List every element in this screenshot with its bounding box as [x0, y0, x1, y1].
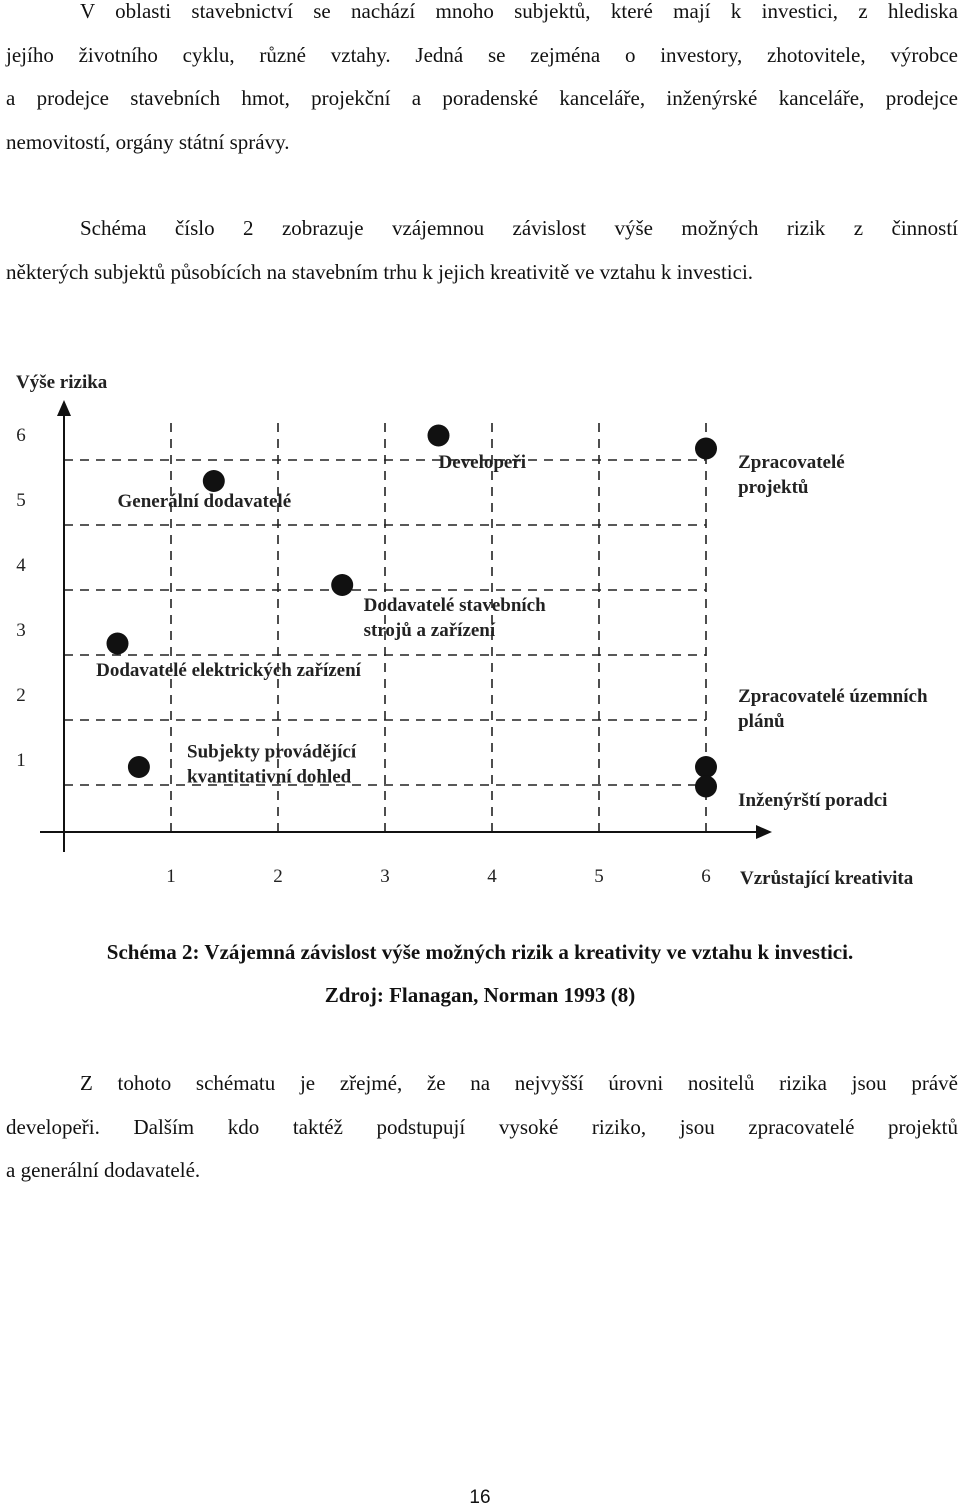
- figure-source: Zdroj: Flanagan, Norman 1993 (8): [324, 983, 636, 1007]
- paragraph-3: [6, 1062, 958, 1193]
- risk-creativity-chart: [0, 360, 960, 900]
- x-axis-label: Vzrůstající kreativita: [740, 868, 914, 889]
- x-tick-label: 1: [166, 866, 176, 887]
- y-tick-label: 2: [16, 685, 26, 706]
- paragraph-2: [6, 207, 958, 294]
- page-number: 16: [469, 1487, 491, 1508]
- data-point: [695, 756, 717, 778]
- text-line: Z tohoto schématu je zřejmé, že na nejvyšší úrovni nositelů rizika jsou právě: [80, 1071, 958, 1095]
- annotation-label: Subjekty provádějící kvantitativní dohled: [187, 741, 357, 788]
- data-point: [695, 776, 717, 798]
- annotation-label: Generální dodavatelé: [117, 491, 292, 512]
- text-line: a generální dodavatelé.: [6, 1158, 201, 1182]
- y-tick-label: 1: [16, 750, 26, 771]
- x-tick-label: 6: [701, 866, 711, 887]
- annotation-label: Inženýrští poradci: [738, 790, 888, 811]
- data-point: [331, 574, 353, 596]
- data-point: [128, 756, 150, 778]
- annotation-label: Zpracovatelé projektů: [738, 452, 845, 498]
- x-tick-label: 2: [273, 866, 283, 887]
- y-tick-label: 4: [16, 555, 26, 576]
- text-line: některých subjektů působících na stavebním trhu k jejich kreativitě ve vztahu k investici.: [6, 259, 754, 284]
- annotation-label: Developeři: [438, 452, 527, 473]
- y-tick-label: 5: [16, 490, 26, 511]
- y-tick-label: 3: [16, 620, 26, 641]
- text-line: jejího životního cyklu, různé vztahy. Jedná se zejména o investory, zhotovitele, výrobce: [6, 42, 958, 67]
- paragraph-1: [6, 0, 958, 164]
- x-tick-label: 4: [487, 866, 497, 887]
- data-point: [203, 470, 225, 492]
- text-line: nemovitostí, orgány státní správy.: [6, 129, 290, 154]
- data-point: [107, 633, 129, 655]
- annotation-label: Zpracovatelé územních plánů: [738, 686, 928, 732]
- y-tick-label: 6: [16, 425, 26, 446]
- text-line: developeři. Dalším kdo taktéž podstupují vysoké riziko, jsou zpracovatelé projektů: [6, 1114, 958, 1139]
- annotation-label: Dodavatelé elektrických zařízení: [96, 660, 361, 681]
- x-tick-label: 3: [380, 866, 390, 887]
- text-line: Schéma číslo 2 zobrazuje vzájemnou závislost výše možných rizik z činností: [80, 216, 958, 240]
- figure-caption: Schéma 2: Vzájemná závislost výše možných rizik a kreativity ve vztahu k investici.: [106, 940, 854, 964]
- text-line: a prodejce stavebních hmot, projekční a poradenské kanceláře, inženýrské kanceláře, prodejce: [6, 86, 958, 110]
- y-axis-label: Výše rizika: [16, 372, 108, 393]
- data-point: [428, 425, 450, 447]
- x-tick-label: 5: [594, 866, 604, 887]
- data-point: [695, 438, 717, 460]
- annotation-label: Dodavatelé stavebních strojů a zařízení: [363, 595, 546, 641]
- text-line: V oblasti stavebnictví se nachází mnoho subjektů, které mají k investici, z hlediska: [80, 0, 958, 23]
